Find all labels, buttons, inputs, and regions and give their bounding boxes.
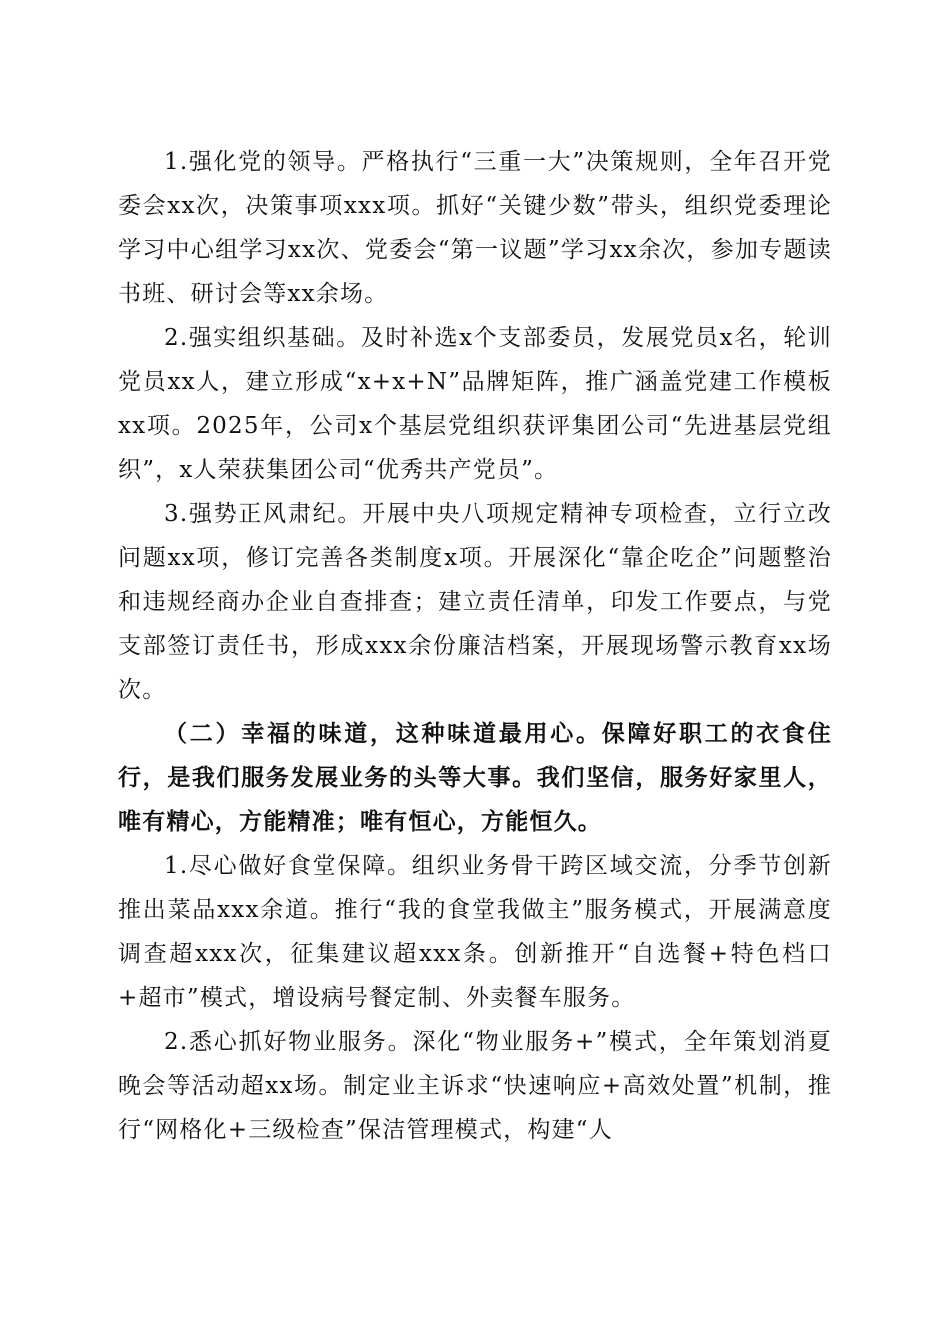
section-heading-happiness: （二）幸福的味道，这种味道最用心。保障好职工的衣食住行，是我们服务发展业务的头等大事。我们坚信，服务好家里人，唯有精心，方能精准；唯有恒心，方能恒久。 bbox=[118, 720, 832, 835]
paragraph-organization-foundation: 2.强实组织基础。及时补选x个支部委员，发展党员x名，轮训党员xx人，建立形成“x+x+N”品牌矩阵，推广涵盖党建工作模板xx项。2025年，公司x个基层党组织获评集团公司“先进基层党组织”，x人荣获集团公司“优秀共产党员”。 bbox=[118, 325, 832, 483]
paragraph-canteen: 1.尽心做好食堂保障。组织业务骨干跨区域交流，分季节创新推出菜品xxx余道。推行“我的食堂我做主”服务模式，开展满意度调查超xxx次，征集建议超xxx条。创新推开“自选餐+特色档口+超市”模式，增设病号餐定制、外卖餐车服务。 bbox=[118, 853, 832, 1011]
paragraph-discipline: 3.强势正风肃纪。开展中央八项规定精神专项检查，立行立改问题xx项，修订完善各类制度x项。开展深化“靠企吃企”问题整治和违规经商办企业自查排查；建立责任清单，印发工作要点，与党支部签订责任书，形成xxx余份廉洁档案，开展现场警示教育xx场次。 bbox=[118, 501, 832, 703]
paragraph-property-service: 2.悉心抓好物业服务。深化“物业服务+”模式，全年策划消夏晚会等活动超xx场。制定业主诉求“快速响应+高效处置”机制，推行“网格化+三级检查”保洁管理模式，构建“人 bbox=[118, 1029, 832, 1143]
document-body bbox=[118, 140, 832, 1152]
paragraph-party-leadership: 1.强化党的领导。严格执行“三重一大”决策规则，全年召开党委会xx次，决策事项xxx项。抓好“关键少数”带头，组织党委理论学习中心组学习xx次、党委会“第一议题”学习xx余次，参加专题读书班、研讨会等xx余场。 bbox=[118, 149, 832, 307]
